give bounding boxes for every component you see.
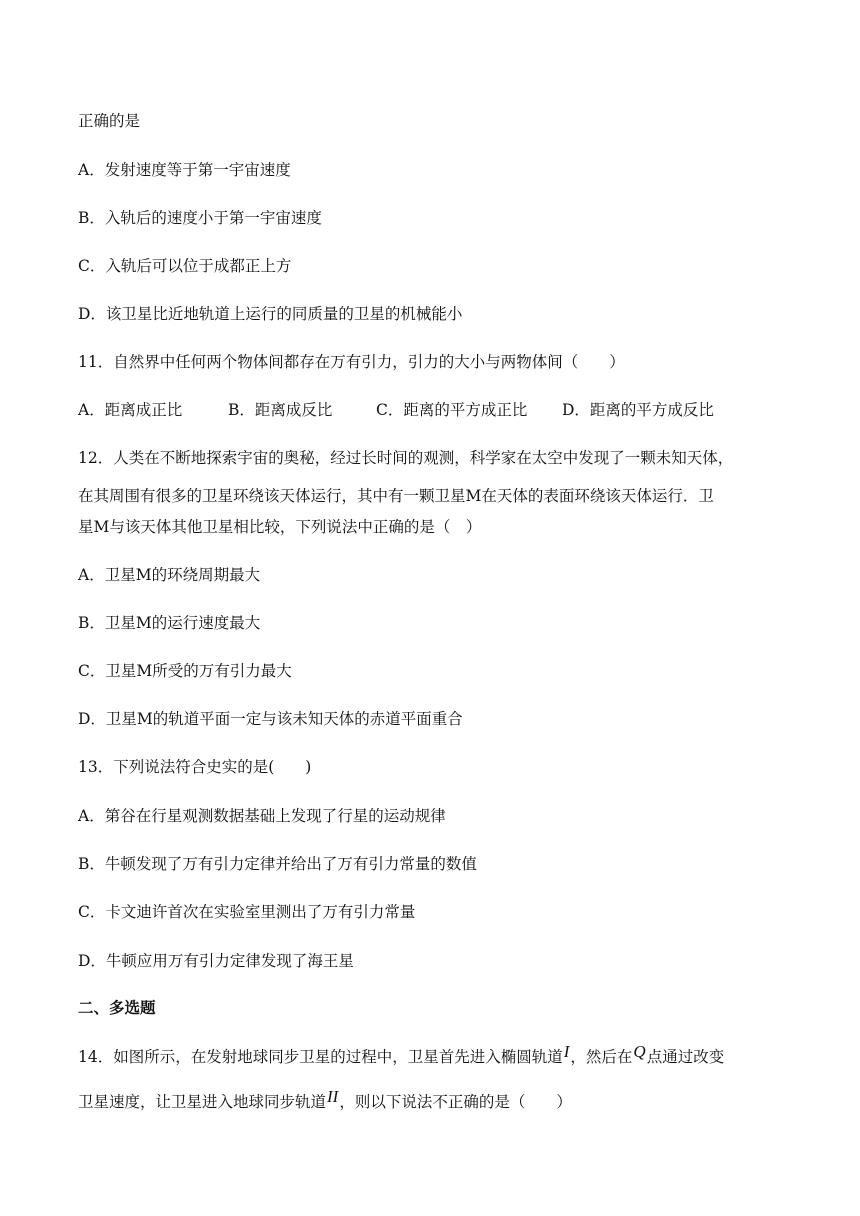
q12-stem-line-3: 星M与该天体其他卫星相比较，下列说法中正确的是（ ） [78,518,482,536]
q13-stem: 13．下列说法符合史实的是( ) [78,758,312,776]
section-title-multiple-choice: 二、多选题 [78,999,156,1017]
q12-option-d: D．卫星M的轨道平面一定与该未知天体的赤道平面重合 [78,710,463,728]
q12-stem-line-2: 在其周围有很多的卫星环绕该天体运行，其中有一颗卫星M在天体的表面环绕该天体运行．卫 [78,487,714,505]
q11-option-a: A．距离成正比 [78,401,183,419]
q14-text-2b: ，则以下说法不正确的是（ ） [339,1093,572,1111]
orbit-i-symbol: I [563,1042,570,1061]
q13-option-c: C．卡文迪许首次在实验室里测出了万有引力常量 [78,903,416,921]
q14-stem-line-2 [78,1087,572,1112]
q11-option-c: C．距离的平方成正比 [376,401,528,419]
intro-text: 正确的是 [78,112,141,130]
q13-option-a: A．第谷在行星观测数据基础上发现了行星的运动规律 [78,807,446,825]
q14-text-1a: 14．如图所示，在发射地球同步卫星的过程中，卫星首先进入椭圆轨道 [78,1048,563,1066]
point-q-symbol: Q [633,1042,646,1061]
q11-stem: 11．自然界中任何两个物体间都存在万有引力，引力的大小与两物体间（ ） [78,353,625,371]
q10-option-a: A．发射速度等于第一宇宙速度 [78,161,291,179]
q12-option-a: A．卫星M的环绕周期最大 [78,566,261,584]
q11-options [78,400,714,420]
q12-stem-line-1: 12．人类在不断地探索宇宙的奥秘，经过长时间的观测，科学家在太空中发现了一颗未知天体， [78,449,734,467]
orbit-ii-symbol: II [327,1087,339,1106]
q14-text-2a: 卫星速度，让卫星进入地球同步轨道 [78,1093,327,1111]
q14-text-1b: ，然后在 [570,1048,633,1066]
q13-option-d: D．牛顿应用万有引力定律发现了海王星 [78,952,354,970]
q12-option-c: C．卫星M所受的万有引力最大 [78,662,292,680]
q14-text-1c: 点通过改变 [646,1048,725,1066]
q13-option-b: B．牛顿发现了万有引力定律并给出了万有引力常量的数值 [78,855,477,873]
q11-option-d: D．距离的平方成反比 [562,401,714,419]
q10-option-d: D．该卫星比近地轨道上运行的同质量的卫星的机械能小 [78,305,463,323]
q11-option-b: B．距离成反比 [228,401,333,419]
q10-option-c: C．入轨后可以位于成都正上方 [78,257,292,275]
q10-option-b: B．入轨后的速度小于第一宇宙速度 [78,209,322,227]
q14-stem-line-1 [78,1042,724,1067]
q12-option-b: B．卫星M的运行速度最大 [78,614,261,632]
